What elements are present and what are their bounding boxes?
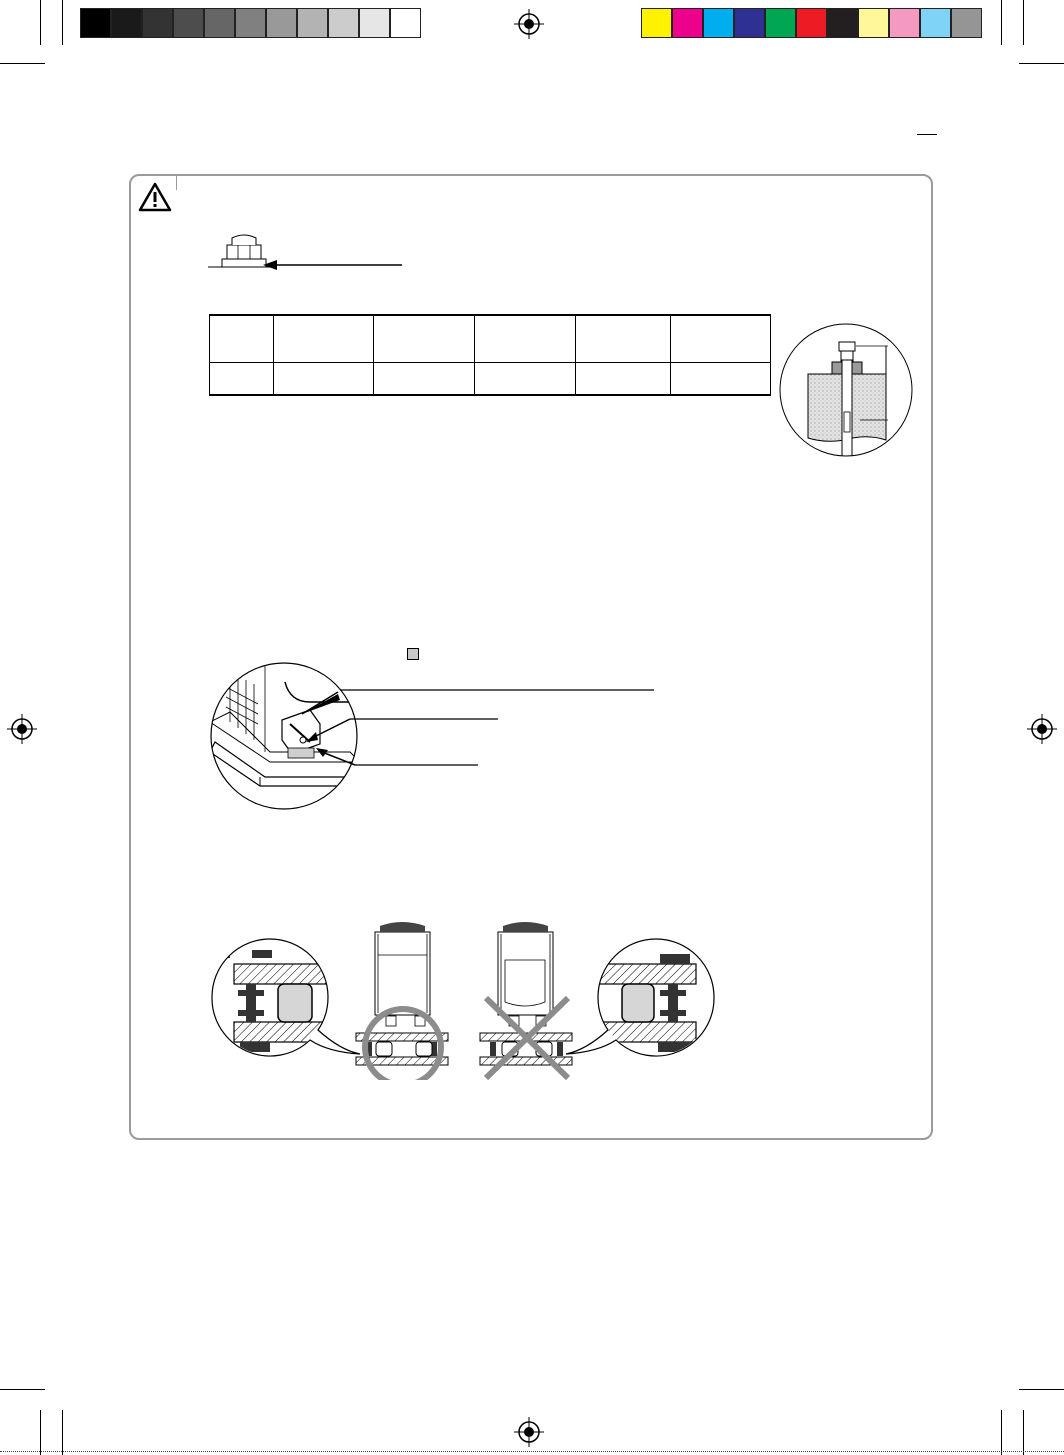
table-cell: [374, 363, 475, 396]
calibration-swatch: [297, 8, 328, 38]
calibration-swatch: [111, 8, 142, 38]
bottom-dotted-rule: [0, 1451, 1064, 1452]
calibration-swatch: [827, 8, 858, 38]
incorrect-mounting-detail-icon: [596, 954, 696, 1052]
table-header-cell: [374, 315, 475, 363]
correct-mounting-detail-icon: [210, 950, 334, 1052]
table-header-cell: [274, 315, 374, 363]
table-header-cell: [576, 315, 671, 363]
legend-gray-square: [407, 648, 419, 660]
crop-mark: [0, 63, 45, 64]
crop-mark: [62, 1410, 63, 1455]
table-header-cell: [671, 315, 771, 363]
calibration-swatch: [889, 8, 920, 38]
table-cell: [475, 363, 576, 396]
table-header-row: [210, 315, 771, 363]
calibration-swatch: [266, 8, 297, 38]
incorrect-mounting-x-icon: [480, 922, 572, 1078]
crop-mark: [1001, 1410, 1002, 1455]
table-cell: [274, 363, 374, 396]
registration-mark-bottom-icon: [514, 1417, 544, 1447]
correct-mounting-o-icon: [356, 922, 448, 1080]
crop-mark: [1001, 0, 1002, 45]
table-row: [210, 363, 771, 396]
table-cell: [210, 363, 274, 396]
table-cell: [576, 363, 671, 396]
crop-mark: [40, 0, 41, 45]
table-cell: [671, 363, 771, 396]
registration-mark-left-icon: [7, 714, 37, 744]
crop-mark: [0, 1389, 45, 1390]
calibration-swatch: [951, 8, 982, 38]
mounting-comparison-figure: [210, 920, 730, 1080]
caution-separator: [176, 176, 177, 190]
warning-triangle-icon: [137, 181, 173, 213]
calibration-swatch: [858, 8, 889, 38]
crop-mark: [1023, 1410, 1024, 1455]
crop-mark: [62, 0, 63, 45]
calibration-swatch: [920, 8, 951, 38]
table-header-cell: [475, 315, 576, 363]
crop-mark: [1019, 1389, 1064, 1390]
calibration-swatch: [328, 8, 359, 38]
calibration-swatch: [390, 8, 421, 38]
calibration-swatch: [235, 8, 266, 38]
registration-mark-top-icon: [514, 9, 544, 39]
color-calibration-bar: [641, 8, 982, 38]
unit-base-closeup-icon: [210, 662, 660, 810]
calibration-swatch: [173, 8, 204, 38]
calibration-swatch: [672, 8, 703, 38]
crop-mark: [40, 1410, 41, 1455]
calibration-swatch: [359, 8, 390, 38]
gray-calibration-bar: [80, 8, 421, 38]
calibration-swatch: [204, 8, 235, 38]
calibration-swatch: [796, 8, 827, 38]
calibration-swatch: [80, 8, 111, 38]
nut-washer-icon: [205, 230, 410, 272]
page-number: [917, 120, 937, 135]
calibration-swatch: [765, 8, 796, 38]
crop-mark: [1023, 0, 1024, 45]
torque-table: [209, 314, 771, 396]
registration-mark-right-icon: [1027, 714, 1057, 744]
calibration-swatch: [641, 8, 672, 38]
crop-mark: [1019, 63, 1064, 64]
calibration-swatch: [142, 8, 173, 38]
anchor-bolt-icon: [778, 322, 914, 458]
table-header-cell: [210, 315, 274, 363]
calibration-swatch: [734, 8, 765, 38]
calibration-swatch: [703, 8, 734, 38]
